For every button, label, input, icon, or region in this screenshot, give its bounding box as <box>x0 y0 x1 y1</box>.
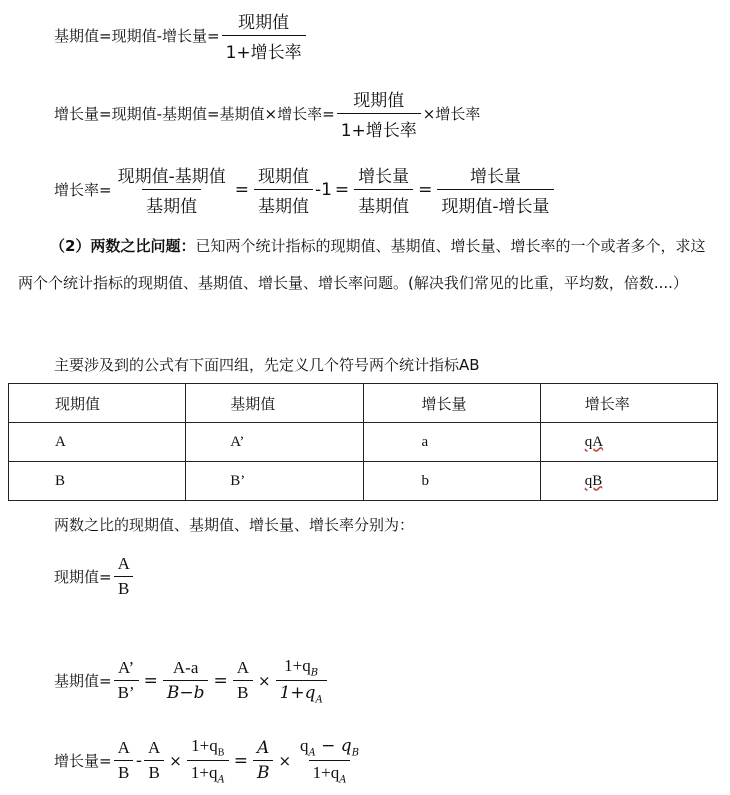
denominator: 基期值 <box>142 189 201 217</box>
header-cell: 现期值 <box>9 384 186 423</box>
denominator: B <box>144 760 163 783</box>
table-cell: qA <box>540 423 717 462</box>
denominator: $1+q_A$ <box>276 680 327 705</box>
formula-lhs: 增长量=现期值-基期值=基期值×增长率= <box>54 105 335 123</box>
fraction <box>114 162 230 217</box>
times-sign: × <box>257 671 271 690</box>
fraction <box>354 162 413 217</box>
table-cell: a <box>363 423 540 462</box>
denominator: 1+增长率 <box>222 35 306 63</box>
fraction <box>187 736 229 786</box>
numerator: 现期值 <box>257 167 309 187</box>
header-cell: 增长率 <box>540 384 717 423</box>
formula-lhs: 增长率= <box>54 181 112 199</box>
equals-sign: = <box>334 179 350 200</box>
fraction <box>254 162 313 217</box>
numerator: $q_A - q_B$ <box>300 736 360 759</box>
formula-lhs: 基期值=现期值-增长量= <box>54 27 220 45</box>
fraction <box>114 738 134 783</box>
denominator: 基期值 <box>354 189 413 217</box>
header-cell: 增长量 <box>363 384 540 423</box>
times-sign: × <box>169 751 182 770</box>
fraction <box>222 8 306 63</box>
section-heading: （2）两数之比问题： <box>50 237 196 255</box>
formula-lhs: 现期值= <box>54 568 112 586</box>
intro-text: 主要涉及到的公式有下面四组，先定义几个符号两个统计指标AB <box>54 356 480 374</box>
numerator: A’ <box>118 658 135 678</box>
table-cell: B’ <box>186 462 363 501</box>
equals-sign: = <box>234 179 249 200</box>
table-row <box>9 423 718 462</box>
fraction <box>163 658 209 703</box>
fraction <box>114 554 134 599</box>
fraction <box>276 656 327 706</box>
numerator: A <box>148 738 161 758</box>
numerator: A <box>117 738 130 758</box>
table-cell: b <box>363 462 540 501</box>
formula-growth-amount <box>54 86 480 141</box>
intro-line <box>54 354 480 375</box>
numerator: A <box>257 738 270 759</box>
denominator: 1+增长率 <box>337 113 421 141</box>
denominator: $1+q_A$ <box>187 760 229 785</box>
formula-lhs: 增长量= <box>54 752 112 771</box>
ratio-intro-line <box>54 514 414 535</box>
fraction <box>337 86 421 141</box>
formula-ratio-current <box>54 554 136 599</box>
ratio-intro-text: 两数之比的现期值、基期值、增长量、增长率分别为： <box>54 516 415 534</box>
numerator: A <box>117 554 130 573</box>
numerator: 现期值-基期值 <box>117 167 226 187</box>
symbol-table <box>8 383 718 501</box>
fraction <box>233 658 253 703</box>
numerator: A <box>236 658 249 678</box>
table-cell: qB <box>540 462 717 501</box>
formula-tail: ×增长率 <box>422 105 481 123</box>
equals-sign: = <box>418 179 433 200</box>
numerator: $1+q_B$ <box>191 736 225 759</box>
denominator: B <box>253 760 274 783</box>
equals-sign: = <box>233 750 248 771</box>
formula-ratio-base: 基期值= $\frac{A’}{B’}$ = $\frac{A-a}{B-b}$ = $\frac{A}{B}$ × $\frac{1+q_B}{1+q_A}$ <box>54 656 329 706</box>
minus-one: -1 <box>314 179 332 200</box>
denominator: B <box>114 760 133 783</box>
numerator: 增长量 <box>358 167 410 187</box>
table-row <box>9 462 718 501</box>
fraction <box>296 736 363 786</box>
table-cell: B <box>9 462 186 501</box>
formula-lhs: 基期值= <box>54 672 112 691</box>
table-cell: A’ <box>186 423 363 462</box>
fraction <box>144 738 164 783</box>
fraction <box>114 658 139 703</box>
numerator: $1+q_B$ <box>284 656 319 679</box>
numerator: A-a <box>172 658 199 678</box>
minus-sign: - <box>135 750 142 771</box>
denominator: $1+q_A$ <box>309 760 351 785</box>
times-sign: × <box>278 751 292 770</box>
table-cell: A <box>9 423 186 462</box>
denominator: 基期值 <box>254 189 313 217</box>
denominator: B−b <box>163 680 209 703</box>
fraction <box>253 738 274 783</box>
formula-base-value <box>54 8 308 63</box>
formula-ratio-growth <box>54 736 365 786</box>
denominator: B’ <box>114 680 139 703</box>
numerator: 现期值 <box>238 13 290 33</box>
numerator: 现期值 <box>353 91 405 111</box>
denominator: B <box>233 680 252 703</box>
denominator: 现期值-增长量 <box>437 189 553 217</box>
header-cell: 基期值 <box>186 384 363 423</box>
denominator: B <box>114 576 133 599</box>
numerator: 增长量 <box>469 167 521 187</box>
table-header-row <box>9 384 718 423</box>
section-paragraph <box>18 228 718 302</box>
formula-growth-rate <box>54 162 556 217</box>
section-text: 已知两个统计指标的现期值、基期值、增长量、增长率的一个或者多个，求这两个个统计指标的现期值、基期值、增长量、增长率问题。(解决我们常见的比重，平均数，倍数....） <box>18 237 706 292</box>
fraction <box>437 162 553 217</box>
